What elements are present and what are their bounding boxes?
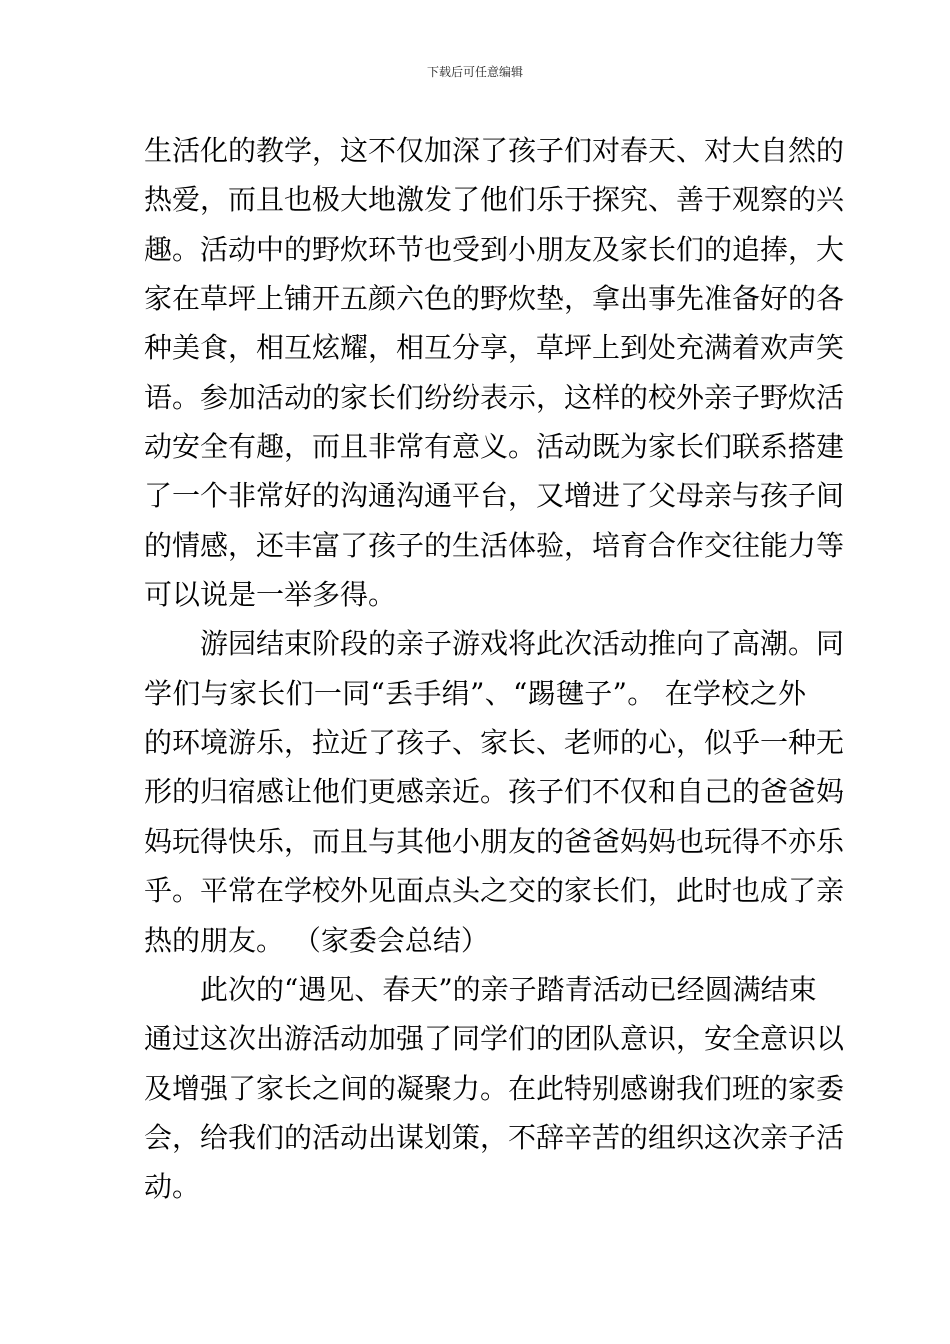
text-line: 语。参加活动的家长们纷纷表示，这样的校外亲子野炊活 bbox=[144, 380, 845, 414]
text-line: 学们与家长们一同“丢手绢”、“踢毽子”。 在学校之外 bbox=[144, 676, 806, 710]
text-line: 形的归宿感让他们更感亲近。孩子们不仅和自己的爸爸妈 bbox=[144, 775, 845, 809]
text-line: 生活化的教学，这不仅加深了孩子们对春天、对大自然的 bbox=[144, 134, 845, 167]
text-line: 热的朋友。 （家委会总结） bbox=[144, 923, 489, 957]
text-line: 了一个非常好的沟通沟通平台，又增进了父母亲与孩子间 bbox=[144, 479, 845, 513]
paragraph-3 bbox=[144, 965, 845, 1212]
text-line: 此次的“遇见、春天”的亲子踏青活动已经圆满结束 bbox=[200, 972, 817, 1006]
paragraph-2 bbox=[144, 619, 845, 964]
page-header: 下载后可任意编辑 bbox=[426, 65, 523, 79]
text-line: 乎。平常在学校外见面点头之交的家长们，此时也成了亲 bbox=[144, 874, 845, 908]
text-line: 动安全有趣，而且非常有意义。活动既为家长们联系搭建 bbox=[144, 430, 845, 464]
text-line: 动。 bbox=[144, 1170, 201, 1204]
text-line: 可以说是一举多得。 bbox=[144, 578, 397, 612]
text-line: 的环境游乐，拉近了孩子、家长、老师的心，似乎一种无 bbox=[144, 726, 845, 760]
text-line: 会，给我们的活动出谋划策，不辞辛苦的组织这次亲子活 bbox=[144, 1120, 845, 1154]
text-line: 趣。活动中的野炊环节也受到小朋友及家长们的追捧，大 bbox=[144, 232, 845, 266]
text-line: 种美食，相互炫耀，相互分享，草坪上到处充满着欢声笑 bbox=[144, 331, 845, 365]
text-line: 热爱，而且也极大地激发了他们乐于探究、善于观察的兴 bbox=[144, 183, 845, 217]
text-line: 游园结束阶段的亲子游戏将此次活动推向了高潮。同 bbox=[200, 627, 845, 661]
text-line: 及增强了家长之间的凝聚力。在此特别感谢我们班的家委 bbox=[144, 1071, 845, 1105]
text-line: 通过这次出游活动加强了同学们的团队意识，安全意识以 bbox=[144, 1022, 845, 1056]
text-line: 的情感，还丰富了孩子的生活体验，培育合作交往能力等 bbox=[144, 528, 845, 562]
document-body bbox=[144, 126, 845, 1212]
text-line: 妈玩得快乐，而且与其他小朋友的爸爸妈妈也玩得不亦乐 bbox=[144, 824, 845, 858]
paragraph-1 bbox=[144, 126, 845, 619]
text-line: 家在草坪上铺开五颜六色的野炊垫，拿出事先准备好的各 bbox=[144, 282, 845, 316]
